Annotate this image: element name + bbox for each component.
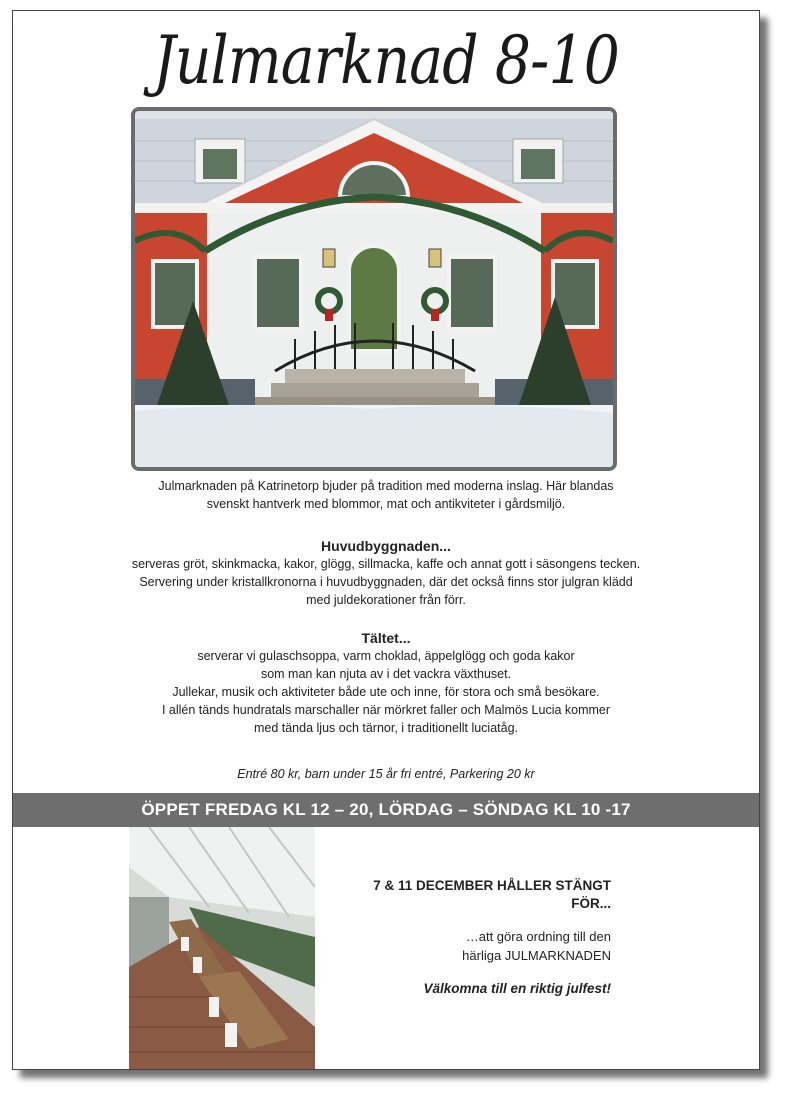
poster-page: [12, 10, 760, 1070]
entry-prices: Entré 80 kr, barn under 15 år fri entré, Parkering 20 kr: [237, 767, 535, 781]
main-building-line-3: med juldekorationer från förr.: [306, 593, 466, 607]
tent-line-1: serverar vi gulaschsoppa, varm choklad, äppelglögg och goda kakor: [197, 649, 575, 663]
closed-notice: [339, 877, 611, 996]
greenhouse-photo: [129, 827, 315, 1069]
tent-heading: Tältet...: [361, 630, 411, 646]
poster-title: Julmarknad 8-10: [152, 22, 620, 99]
main-building-line-2: Servering under kristallkronorna i huvudbyggnaden, där det också finns stor julgran klädd: [139, 575, 633, 589]
welcome-message: Välkomna till en riktig julfest!: [423, 981, 611, 996]
intro-line-1: Julmarknaden på Katrinetorp bjuder på tradition med moderna inslag. Här blandas: [158, 479, 614, 493]
manor-house-photo: [131, 107, 617, 471]
main-building-line-1: serveras gröt, skinkmacka, kakor, glögg, sillmacka, kaffe och annat gott i säsongens tecken.: [131, 557, 641, 571]
closed-line-1: …att göra ordning till den: [465, 929, 611, 944]
tent-line-2: som man kan njuta av i det vackra växthuset.: [260, 667, 512, 681]
intro-paragraph: [73, 477, 699, 513]
tent-line-5: med tända ljus och tärnor, i traditionellt luciatåg.: [253, 721, 519, 735]
tent-line-4: I allén tänds hundratals marschaller när mörkret faller och Malmös Lucia kommer: [161, 703, 611, 717]
tent-line-3: Jullekar, musik och aktiviteter både ute och inne, för stora och små besökare.: [172, 685, 600, 699]
closed-title: 7 & 11 DECEMBER HÅLLER STÄNGT FÖR...: [373, 878, 611, 911]
main-building-section: [73, 537, 699, 609]
intro-line-2: svenskt hantverk med blommor, mat och antikviteter i gårdsmiljö.: [206, 497, 566, 511]
closed-line-2: härliga JULMARKNADEN: [462, 948, 611, 963]
main-building-heading: Huvudbyggnaden...: [321, 538, 451, 554]
closed-text: [339, 927, 611, 965]
tent-section: [73, 629, 699, 737]
opening-hours-banner: ÖPPET FREDAG KL 12 – 20, LÖRDAG – SÖNDAG KL 10 -17: [13, 793, 759, 827]
